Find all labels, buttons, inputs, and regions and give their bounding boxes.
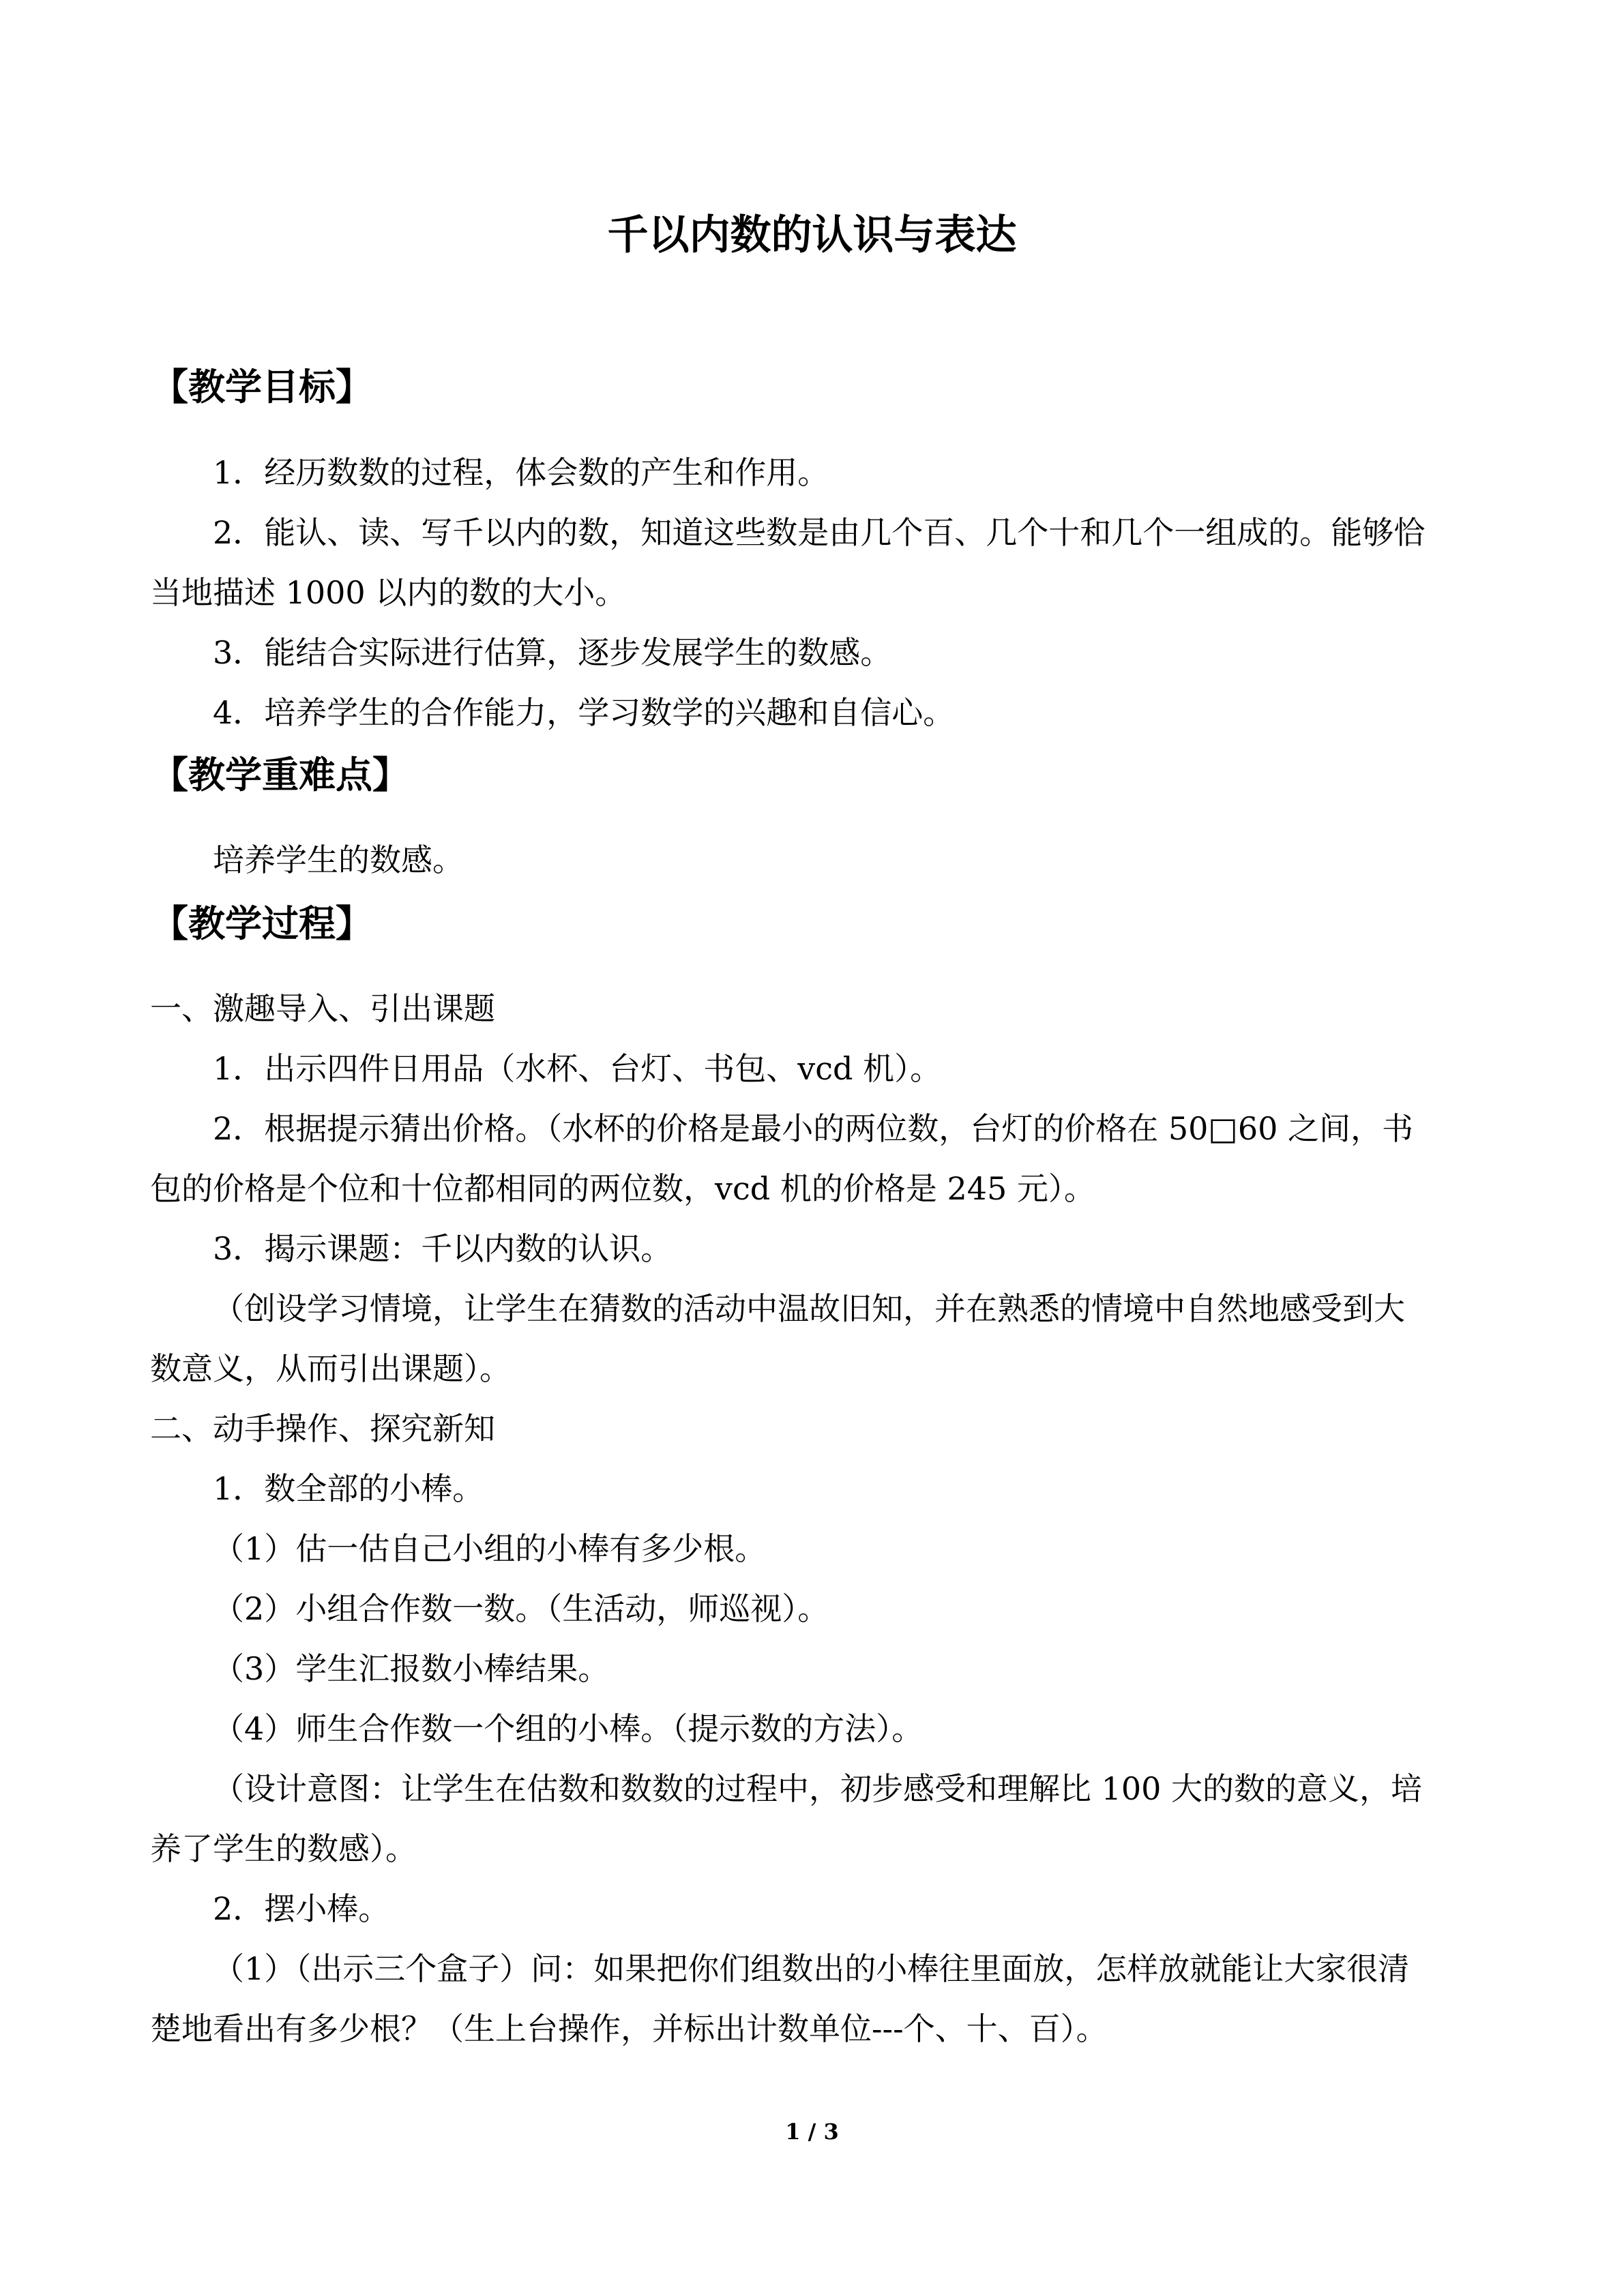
paragraph: （3）学生汇报数小棒结果。 bbox=[213, 1650, 610, 1687]
paragraph: 1．出示四件日用品（水杯、台灯、书包、vcd 机）。 bbox=[213, 1050, 942, 1087]
paragraph: 数意义，从而引出课题）。 bbox=[150, 1350, 511, 1387]
document-title: 千以内数的认识与表达 bbox=[607, 211, 1017, 259]
paragraph: 2．摆小棒。 bbox=[213, 1890, 390, 1927]
paragraph: 2．能认、读、写千以内的数，知道这些数是由几个百、几个十和几个一组成的。能够恰 bbox=[213, 514, 1426, 551]
section-heading-goals: 【教学目标】 bbox=[151, 366, 372, 408]
paragraph: （1）估一估自己小组的小棒有多少根。 bbox=[213, 1530, 767, 1567]
section-heading-process: 【教学过程】 bbox=[151, 902, 372, 945]
paragraph: 养了学生的数感）。 bbox=[150, 1830, 417, 1867]
paragraph: （1）（出示三个盒子）问：如果把你们组数出的小棒往里面放，怎样放就能让大家很清 bbox=[213, 1950, 1410, 1987]
paragraph: 楚地看出有多少根？（生上台操作，并标出计数单位---个、十、百）。 bbox=[150, 2010, 1108, 2047]
paragraph: 3．能结合实际进行估算，逐步发展学生的数感。 bbox=[213, 634, 892, 671]
paragraph: 培养学生的数感。 bbox=[213, 841, 464, 878]
paragraph: （创设学习情境，让学生在猜数的活动中温故旧知，并在熟悉的情境中自然地感受到大 bbox=[213, 1290, 1405, 1327]
paragraph: 1．经历数数的过程，体会数的产生和作用。 bbox=[213, 454, 829, 491]
paragraph: 当地描述 1000 以内的数的大小。 bbox=[150, 574, 627, 611]
paragraph: 包的价格是个位和十位都相同的两位数，vcd 机的价格是 245 元）。 bbox=[150, 1170, 1095, 1207]
paragraph: 一、激趣导入、引出课题 bbox=[150, 990, 495, 1027]
paragraph: 1．数全部的小棒。 bbox=[213, 1470, 484, 1507]
paragraph: 3．揭示课题：千以内数的认识。 bbox=[213, 1230, 673, 1267]
paragraph: （设计意图：让学生在估数和数数的过程中，初步感受和理解比 100 大的数的意义，培 bbox=[213, 1770, 1423, 1807]
page-number: 1 / 3 bbox=[785, 2119, 839, 2145]
paragraph: （4）师生合作数一个组的小棒。（提示数的方法）。 bbox=[213, 1710, 924, 1747]
paragraph: 2．根据提示猜出价格。（水杯的价格是最小的两位数，台灯的价格在 50□60 之间，书 bbox=[213, 1110, 1414, 1147]
paragraph: 4．培养学生的合作能力，学习数学的兴趣和自信心。 bbox=[213, 694, 955, 731]
paragraph: 二、动手操作、探究新知 bbox=[150, 1410, 495, 1447]
paragraph: （2）小组合作数一数。（生活动，师巡视）。 bbox=[213, 1590, 829, 1627]
section-heading-key-points: 【教学重难点】 bbox=[151, 754, 409, 796]
